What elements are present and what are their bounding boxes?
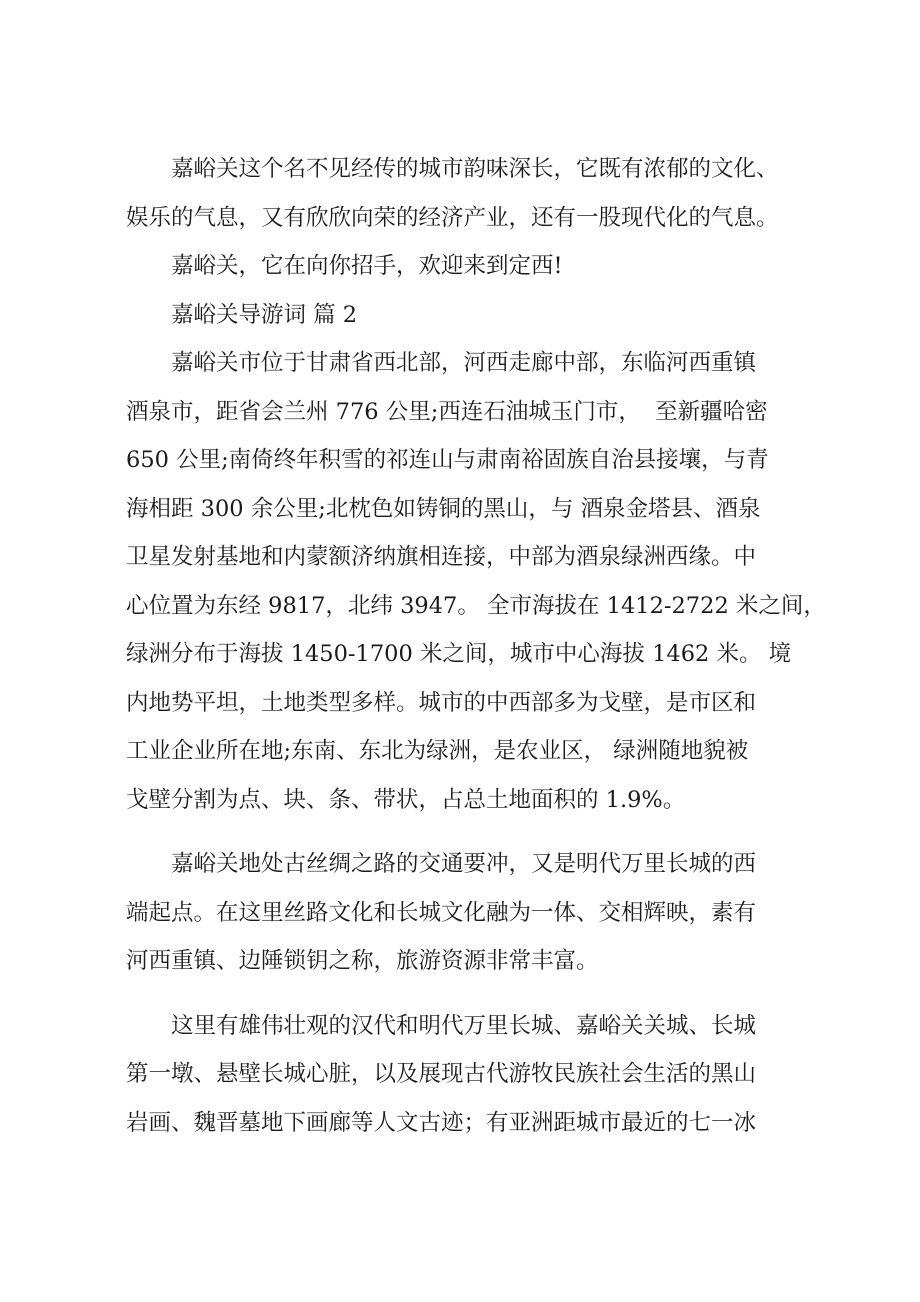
text-line: 绿洲分布于海拔 1450-1700 米之间，城市中心海拔 1462 米。 境: [126, 641, 792, 667]
text-line: 酒泉市，距省会兰州 776 公里;西连石油城玉门市， 至新疆哈密: [126, 398, 768, 425]
text-line: 岩画、魏晋墓地下画廊等人文古迹；有亚洲距城市最近的七一冰: [126, 1109, 757, 1136]
text-line: 心位置为东经 9817，北纬 3947。 全市海拔在 1412-2722 米之间，: [126, 592, 826, 619]
text-line: 650 公里;南倚终年积雪的祁连山与肃南裕固族自治县接壤，与青: [126, 447, 769, 473]
text-line: 嘉峪关，它在向你招手，欢迎来到定西!: [171, 253, 563, 279]
paragraph-geography: [126, 339, 826, 824]
document-body: [126, 145, 826, 1147]
text-line: 嘉峪关地处古丝绸之路的交通要冲，又是明代万里长城的西: [171, 851, 757, 877]
text-line: 这里有雄伟壮观的汉代和明代万里长城、嘉峪关关城、长城: [171, 1012, 757, 1039]
paragraph-attractions: [126, 1002, 826, 1148]
text-line: 海相距 300 余公里;北枕色如铸铜的黑山，与 酒泉金塔县、酒泉: [126, 495, 761, 522]
text-line: 嘉峪关导游词 篇 2: [171, 301, 358, 328]
text-line: 娱乐的气息，又有欣欣向荣的经济产业，还有一股现代化的气息。: [126, 204, 779, 231]
paragraph-intro-summary: [126, 145, 826, 242]
text-line: 河西重镇、边陲锁钥之称，旅游资源非常丰富。: [126, 948, 599, 974]
section-heading: [126, 291, 826, 340]
paragraph-welcome: [126, 242, 826, 291]
paragraph-silk-road: [126, 840, 826, 986]
text-line: 端起点。在这里丝路文化和长城文化融为一体、交相辉映，素有: [126, 899, 757, 926]
text-line: 内地势平坦，土地类型多样。城市的中西部多为戈壁，是市区和: [126, 689, 757, 716]
text-line: 嘉峪关市位于甘肃省西北部，河西走廊中部，东临河西重镇: [171, 350, 757, 376]
text-line: 第一墩、悬壁长城心脏，以及展现古代游牧民族社会生活的黑山: [126, 1061, 757, 1087]
text-line: 嘉峪关这个名不见经传的城市韵味深长，它既有浓郁的文化、: [171, 156, 779, 182]
text-line: 工业企业所在地;东南、东北为绿洲，是农业区， 绿洲随地貌被: [126, 738, 749, 764]
text-line: 卫星发射基地和内蒙额济纳旗相连接，中部为酒泉绿洲西缘。中: [126, 544, 757, 570]
text-line: 戈壁分割为点、块、条、带状，占总土地面积的 1.9%。: [126, 786, 686, 813]
